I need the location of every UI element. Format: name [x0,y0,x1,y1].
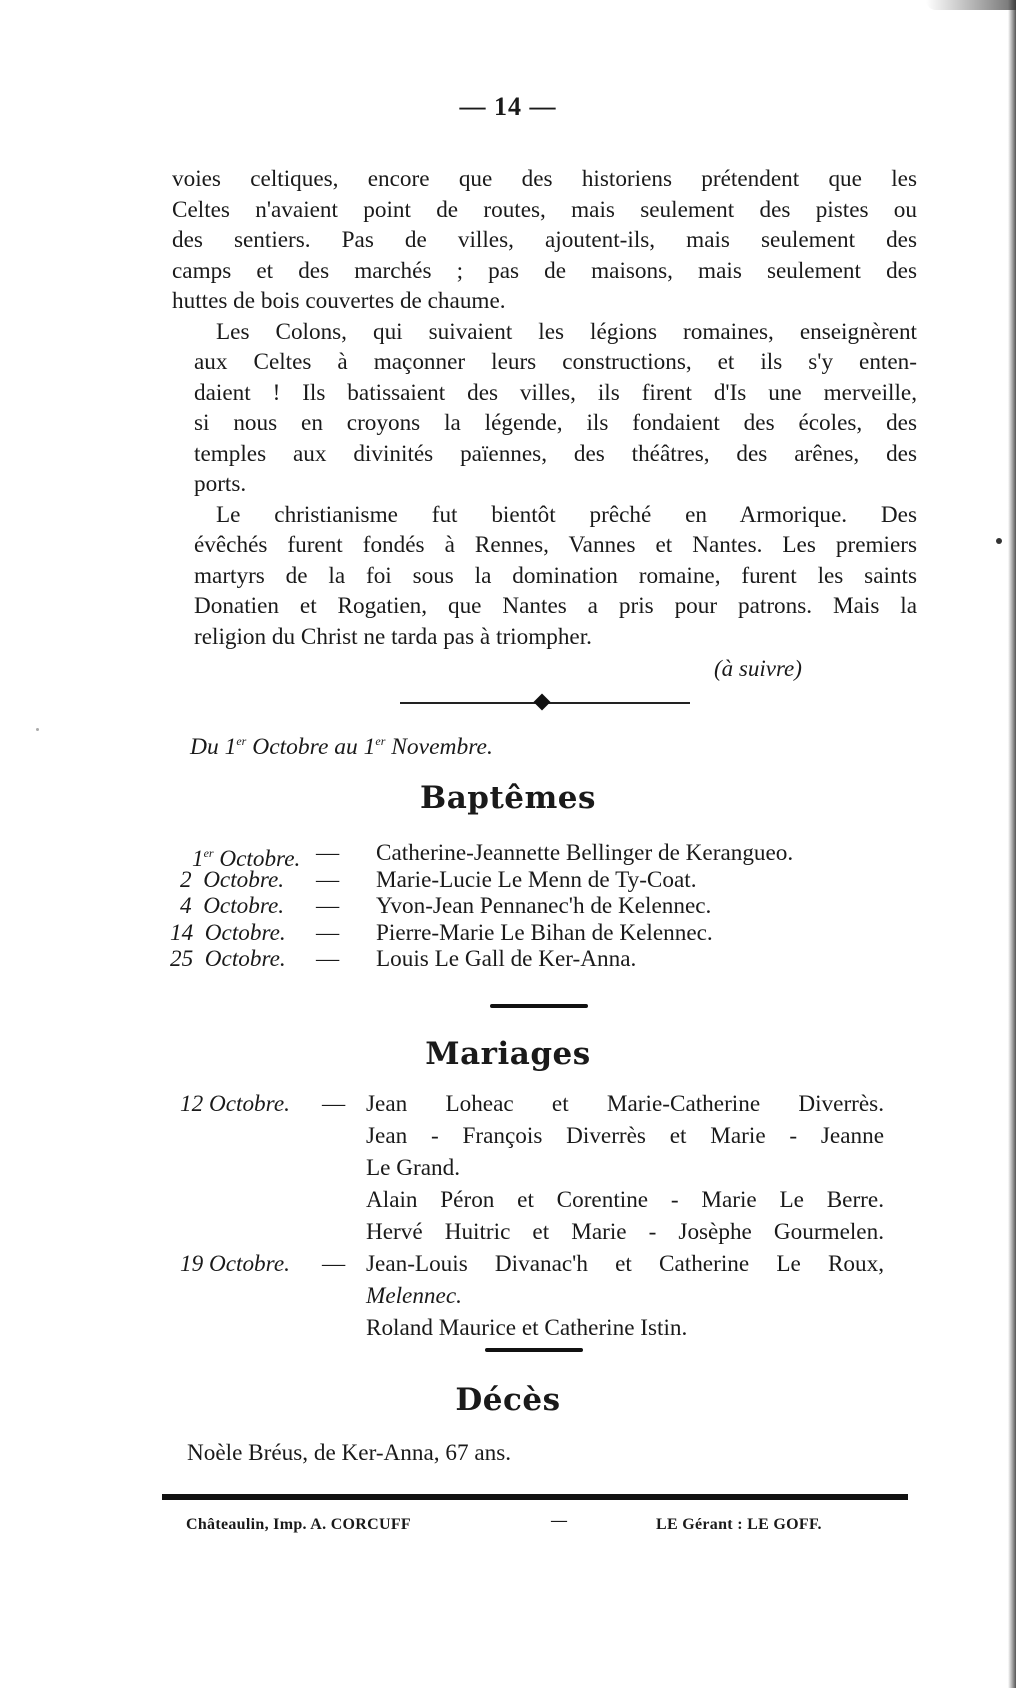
entry-date: 4 Octobre. [180,893,285,919]
text-line: temples aux divinités païennes, des théâtres, des arênes, des [194,440,917,467]
entry-date: 1er Octobre. [192,846,301,872]
entry-dash: — [316,919,340,946]
period-text: Novembre. [385,734,493,760]
entry-name: Marie-Lucie Le Menn de Ty-Coat. [376,866,697,893]
entry-name: Jean-Louis Divanac'h et Catherine Le Roux, [366,1251,884,1277]
entry-date: 19 Octobre. [180,1251,290,1277]
entry-dash: — [322,1251,346,1277]
list-item [172,920,932,947]
entry-name: Catherine-Jeannette Bellinger de Kerangueo. [376,840,794,866]
list-item [172,1248,932,1280]
text-line: évêchés furent fondés à Rennes, Vannes et Nantes. Les premiers [194,532,917,558]
text-line: Donatien et Rogatien, que Nantes a pris pour patrons. Mais la [194,593,917,619]
text-line: huttes de bois couvertes de chaume. [172,288,506,314]
ordinal-suffix: er [375,734,386,748]
entry-dash: — [316,840,340,866]
list-item [172,840,932,872]
period-text: Octobre au 1 [246,734,376,760]
list-item: Noèle Bréus, de Ker-Anna, 67 ans. [187,1440,512,1466]
paper-speck [996,538,1002,544]
list-item [172,867,932,894]
entry-name: Pierre-Marie Le Bihan de Kelennec. [376,919,713,946]
entry-dash: — [316,893,340,919]
section-title-deces: Décès [455,1382,561,1418]
ordinal-suffix: er [236,734,247,748]
list-item [172,1152,932,1184]
entry-name: Melennec. [366,1283,462,1309]
list-item [172,1088,932,1120]
page-number: — 14 — [459,92,557,121]
text-line: Le christianisme fut bientôt prêché en Armorique. Des [216,501,917,528]
period-heading [190,734,493,761]
list-item [172,1216,932,1248]
paragraph-3 [172,500,917,653]
entry-dash: — [322,1091,346,1117]
text-line: aux Celtes à maçonner leurs constructions, et ils s'y enten- [194,349,917,375]
entry-name: Yvon-Jean Pennanec'h de Kelennec. [376,893,712,919]
printer-credit: Châteaulin, Imp. A. CORCUFF [186,1516,412,1533]
period-text: Du 1 [190,734,237,760]
continued-note: (à suivre) [714,656,802,681]
paragraph-2 [172,317,917,500]
page-edge-shadow [1008,0,1016,1688]
diamond-ornament-icon [534,694,551,711]
entry-date: 2 Octobre. [180,866,285,893]
list-item [172,1280,932,1312]
entry-date: 12 Octobre. [180,1091,290,1117]
entry-date: 25 Octobre. [170,946,286,972]
text-line: religion du Christ ne tarda pas à triompher. [194,623,592,650]
text-line: daient ! Ils batissaient des villes, ils firent d'Is une merveille, [194,379,917,406]
entry-dash: — [316,866,340,893]
entry-name: Hervé Huitric et Marie - Josèphe Gourmelen. [366,1219,884,1245]
entry-name: Alain Péron et Corentine - Marie Le Berre. [366,1187,884,1213]
section-title-baptemes: Baptêmes [420,780,596,816]
entry-name: Jean Loheac et Marie-Catherine Diverrès. [366,1091,884,1117]
list-item [172,1120,932,1152]
text-line: voies celtiques, encore que des historiens prétendent que les [172,166,917,192]
list-item [172,893,932,920]
entry-name: Le Grand. [366,1155,460,1181]
paper-speck [36,728,39,731]
ornamental-divider [400,695,690,711]
page-corner-shadow [926,0,1016,10]
entry-name: Jean - François Diverrès et Marie - Jeanne [366,1123,884,1149]
entry-dash: — [316,946,340,972]
text-line: ports. [194,471,247,497]
baptemes-list [172,840,932,973]
entry-name: Louis Le Gall de Ker-Anna. [376,946,637,972]
section-title-mariages: Mariages [425,1036,591,1072]
manager-credit: LE Gérant : LE GOFF. [656,1516,822,1533]
list-item [172,1184,932,1216]
text-line: martyrs de la foi sous la domination romaine, furent les saints [194,562,917,589]
list-item [172,1312,932,1344]
text-line: Celtes n'avaient point de routes, mais seulement des pistes ou [172,196,917,223]
section-divider [490,1004,588,1008]
entry-date: 14 Octobre. [170,919,286,946]
text-line: des sentiers. Pas de villes, ajoutent-ils, mais seulement des [172,227,917,253]
mariages-list [172,1088,932,1344]
entry-name: Roland Maurice et Catherine Istin. [366,1315,688,1341]
text-line: camps et des marchés ; pas de maisons, mais seulement des [172,257,917,284]
section-divider [485,1348,583,1352]
list-item [172,946,932,973]
footer-separator: — [551,1512,567,1529]
text-line: si nous en croyons la légende, ils fondaient des écoles, des [194,410,917,436]
footer-rule [162,1494,908,1500]
paragraph-1 [172,164,917,317]
article-body [172,164,917,652]
text-line: Les Colons, qui suivaient les légions romaines, enseignèrent [216,318,917,345]
